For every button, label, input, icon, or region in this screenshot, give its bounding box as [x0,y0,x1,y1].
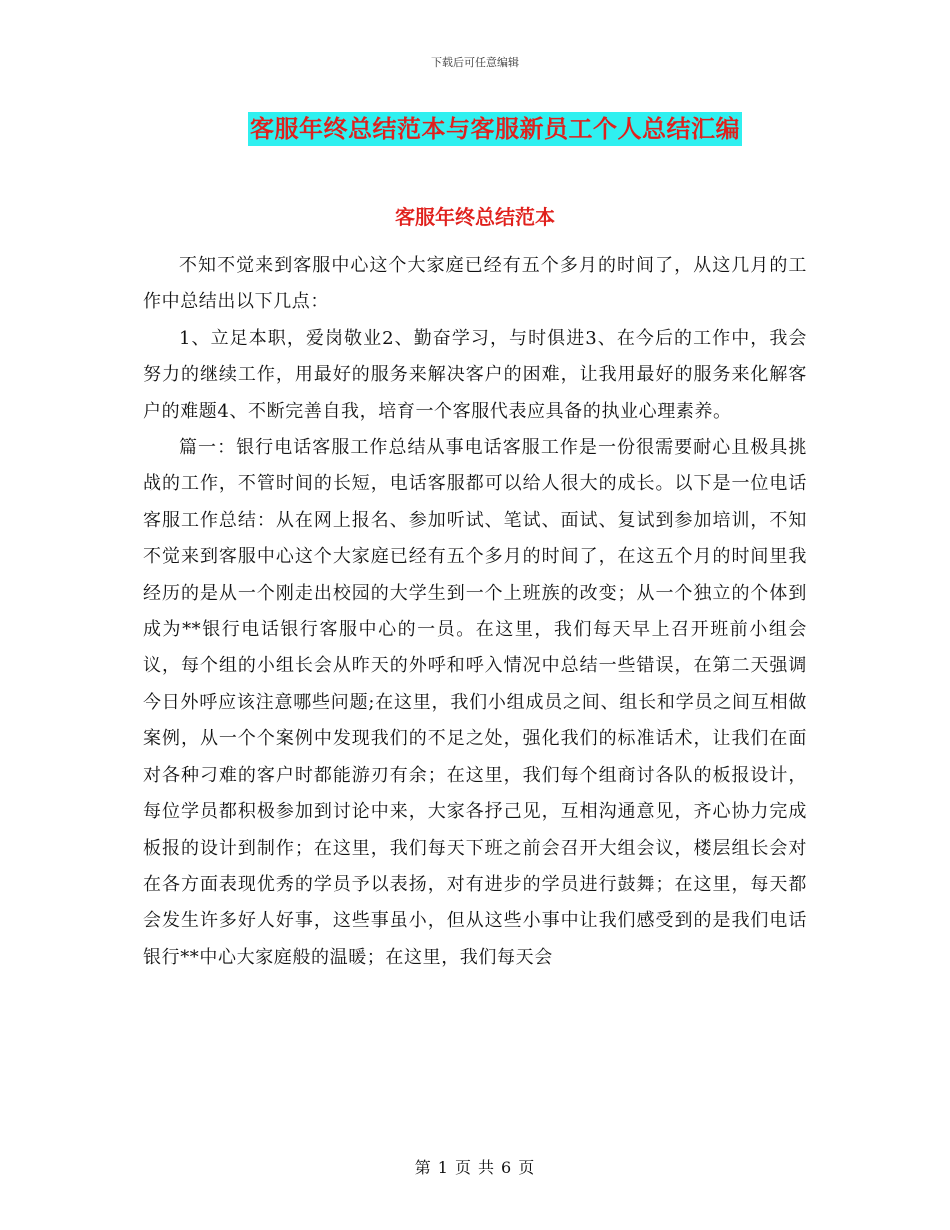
footer-page-number: 1 [437,1158,449,1177]
document-title-container [0,112,950,146]
section-title: 客服年终总结范本 [395,205,555,229]
paragraph: 不知不觉来到客服中心这个大家庭已经有五个多月的时间了，从这几月的工作中总结出以下几点： [143,255,807,313]
footer-suffix: 页 [518,1158,536,1177]
page-footer [0,1155,950,1178]
header-note: 下载后可任意编辑 [431,56,519,69]
document-title: 客服年终总结范本与客服新员工个人总结汇编 [248,112,742,146]
paragraph: 篇一：银行电话客服工作总结从事电话客服工作是一份很需要耐心且极具挑战的工作，不管时间的长短，电话客服都可以给人很大的成长。以下是一位电话客服工作总结：从在网上报名、参加听试、笔试、面试、复试到参加培训，不知不觉来到客服中心这个大家庭已经有五个多月的时间了，在这五个月的时间里我经历的是从一个刚走出校园的大学生到一个上班族的改变；从一个独立的个体到成为**银行电话银行客服中心的一员。在这里，我们每天早上召开班前小组会议，每个组的小组长会从昨天的外呼和呼入情况中总结一些错误，在第二天强调今日外呼应该注意哪些问题;在这里，我们小组成员之间、组长和学员之间互相做案例，从一个个案例中发现我们的不足之处，强化我们的标准话术，让我们在面对各种刁难的客户时都能游刃有余；在这里，我们每个组商讨各队的板报设计，每位学员都积极参加到讨论中来，大家各抒己见，互相沟通意见，齐心协力完成板报的设计到制作；在这里，我们每天下班之前会召开大组会议，楼层组长会对在各方面表现优秀的学员予以表扬，对有进步的学员进行鼓舞；在这里，每天都会发生许多好人好事，这些事虽小，但从这些小事中让我们感受到的是我们电话银行**中心大家庭般的温暖；在这里，我们每天会 [143,437,807,968]
footer-total-pages: 6 [501,1158,513,1177]
footer-middle: 页 共 [454,1158,496,1177]
footer-prefix: 第 [414,1158,432,1177]
document-body [143,248,807,976]
paragraph: 1、立足本职，爱岗敬业2、勤奋学习，与时俱进3、在今后的工作中，我会努力的继续工作，用最好的服务来解决客户的困难，让我用最好的服务来化解客户的难题4、不断完善自我，培育一个客服代表应具备的执业心理素养。 [143,327,807,422]
